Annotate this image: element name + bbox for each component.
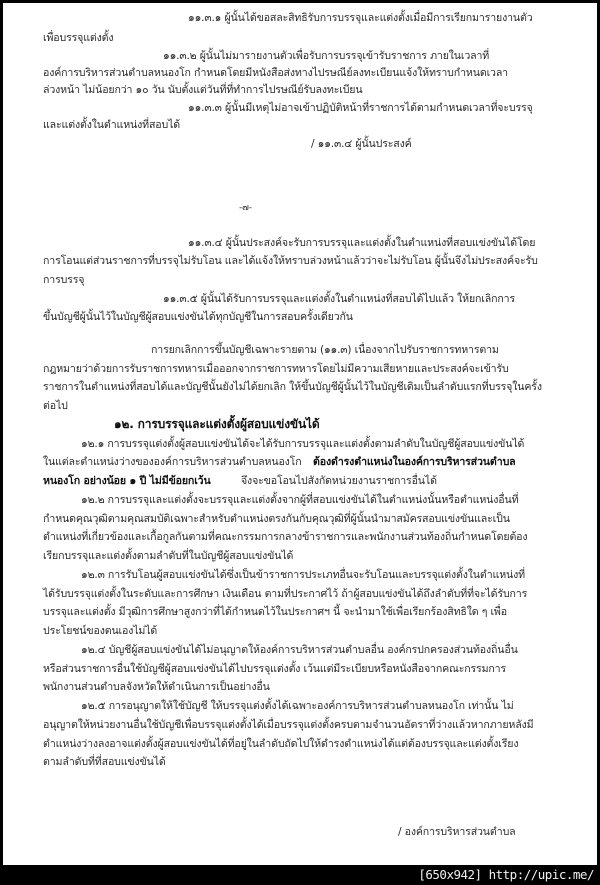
text-line: ได้รับบรรจุแต่งตั้งในระดับและการศึกษา เงินเดือน ตามที่ประกาศไว้ ถ้าผู้สอบแข่งขันได้ถึงลำดับที่ที่จะได้รับการ — [43, 588, 528, 600]
text-line: ราชการในตำแหน่งที่สอบได้และบัญชีนั้นยังไม่ได้ยกเลิก ให้ขึ้นบัญชีผู้นั้นไว้ในบัญชีเดิมเป็นลำดับแรกที่บรรจุในครั้ง — [43, 381, 542, 393]
text-line: องค์การบริหารส่วนตำบลหนองโก กำหนดโดยมีหนังสือส่งทางไปรษณีย์ลงทะเบียนแจ้งให้ทราบกำหนดเวลา — [43, 67, 508, 79]
clause-11-3-3: ๑๑.๓.๓ ผู้นั้นมีเหตุไม่อาจเข้าปฏิบัติหน้าที่ราชการได้ตามกำหนดเวลาที่จะบรรจุ — [188, 102, 533, 114]
clause-11-3-1: ๑๑.๓.๑ ผู้นั้นได้ขอสละสิทธิรับการบรรจุและแต่งตั้งเมื่อมีการเรียกมารายงานตัว — [188, 12, 533, 24]
clause-11-3-5: ๑๑.๓.๕ ผู้นั้นได้รับการบรรจุและแต่งตั้งในตำแหน่งที่สอบได้ไปแล้ว ให้ยกเลิกการ — [163, 293, 515, 305]
bold-requirement: ต้องดำรงตำแหน่งในองค์การบริหารส่วนตำบล — [313, 456, 516, 468]
bold-requirement: หนองโก อย่างน้อย ๑ ปี ไม่มีข้อยกเว้น — [43, 475, 211, 487]
text-line: ในแต่ละตำแหน่งว่างขององค์การบริหารส่วนตำบลหนองโก — [43, 456, 302, 468]
text-line: การโอนแต่ส่วนราชการที่บรรจุไม่รับโอน และได้แจ้งให้ทราบล่วงหน้าแล้วว่าจะไม่รับโอน ผู้นั้นจึงไม่ประสงค์จะรับ — [43, 255, 538, 267]
continuation-marker: / ๑๑.๓.๔ ผู้นั้นประสงค์ — [311, 138, 412, 150]
continuation-marker: / องค์การบริหารส่วนตำบล — [398, 826, 516, 838]
clause-11-3-4: ๑๑.๓.๔ ผู้นั้นประสงค์จะรับการบรรจุและแต่งตั้งในตำแหน่งที่สอบแข่งขันได้โดย — [188, 237, 536, 249]
text-line: ขึ้นบัญชีผู้นั้นไว้ในบัญชีผู้สอบแข่งขันได้ทุกบัญชีในการสอบครั้งเดียวกัน — [43, 311, 353, 323]
page-number: -๗- — [239, 203, 252, 213]
text-line: การบรรจุ — [43, 274, 85, 286]
clause-12-1: ๑๒.๑ การบรรจุแต่งตั้งผู้สอบแข่งขันได้จะได้รับการบรรจุและแต่งตั้งตามลำดับในบัญชีผู้สอบแข่งขันได้ — [81, 438, 525, 450]
clause-12-3: ๑๒.๓ การรับโอนผู้สอบแข่งขันได้ซึ่งเป็นข้าราชการประเภทอื่นจะรับโอนและบรรจุแต่งตั้งในตำแหน่งที่ — [81, 569, 525, 581]
text-line: และแต่งตั้งในตำแหน่งที่สอบได้ — [43, 119, 181, 131]
clause-12-2: ๑๒.๒ การบรรจุและแต่งตั้งจะบรรจุและแต่งตั้งจากผู้ที่สอบแข่งขันได้ในตำแหน่งนั้นหรือตำแหน่งอื่นที่ — [81, 494, 519, 506]
text-line: จึงจะขอโอนไปสังกัดหน่วยงานราชการอื่นได้ — [241, 475, 437, 487]
clause-12-4: ๑๒.๔ บัญชีผู้สอบแข่งขันได้ไม่อนุญาตให้องค์การบริหารส่วนตำบลอื่น องค์กรปกครองส่วนท้องถิ่นอื่น — [81, 644, 518, 656]
text-line: ประโยชน์ของตนเองไม่ได้ — [43, 625, 158, 637]
watermark-link[interactable]: [650x942] http://upic.me/ — [418, 867, 594, 882]
text-line: ตำแหน่งว่างลงอาจแต่งตั้งผู้สอบแข่งขันได้ที่อยู่ในลำดับถัดไปให้ดำรงตำแหน่งได้แต่ต้องบรรจุและแต่งตั้งเรียง — [43, 738, 519, 750]
text-line: ตำแหน่งที่เกี่ยวข้องและเกื้อกูลกันตามที่คณะกรรมการกลางข้าราชการและพนักงานส่วนท้องถิ่นกำหนดโดยต้อง — [43, 531, 528, 543]
text-line: พนักงานส่วนตำบลจังหวัดให้ดำเนินการเป็นอย่างอื่น — [43, 681, 270, 693]
text-line: เรียกบรรจุและแต่งตั้งตามลำดับที่ในบัญชีผู้สอบแข่งขันได้ — [43, 550, 294, 562]
text-line: กำหนดคุณวุฒิตามคุณสมบัติเฉพาะสำหรับตำแหน่งตรงกันกับคุณวุฒิที่ผู้นั้นนำมาสมัครสอบแข่งขันและเป็น — [43, 513, 510, 525]
clause-11-3-2: ๑๑.๓.๒ ผู้นั้นไม่มารายงานตัวเพื่อรับการบรรจุเข้ารับราชการ ภายในเวลาที่ — [163, 50, 490, 62]
text-line: ล่วงหน้า ไม่น้อยกว่า ๑๐ วัน นับตั้งแต่วันที่ที่ทำการไปรษณีย์รับลงทะเบียน — [43, 84, 363, 96]
cancellation-paragraph: การยกเลิกการขึ้นบัญชีเฉพาะรายตาม (๑๑.๓) เนื่องจากไปรับราชการทหารตาม — [151, 344, 499, 356]
text-line: ต่อไป — [43, 400, 68, 412]
clause-12-5: ๑๒.๕ การอนุญาตให้ใช้บัญชี ให้บรรจุแต่งตั้งได้เฉพาะองค์การบริหารส่วนตำบลหนองโก เท่านั้น ไม่ — [81, 700, 514, 712]
text-line: อนุญาตให้หน่วยงานอื่นใช้บัญชีเพื่อบรรจุแต่งตั้งได้เมื่อบรรจุแต่งตั้งครบตามจำนวนอัตราที่ว่างแล้วหากภายหลังมี — [43, 719, 534, 731]
text-line: หรือส่วนราชการอื่นใช้บัญชีผู้สอบแข่งขันได้ไปบรรจุแต่งตั้ง เว้นแต่มีระเบียบหรือหนังสือจากคณะกรรมการ — [43, 663, 507, 675]
text-line: กฎหมายว่าด้วยการรับราชการทหารเมื่อออกจากราชการทหารโดยไม่มีความเสียหายและประสงค์จะเข้ารับ — [43, 363, 509, 375]
footer-bar — [0, 865, 600, 885]
document-page — [3, 3, 597, 865]
text-line: บรรจุและแต่งตั้ง มีวุฒิการศึกษาสูงกว่าที่ได้กำหนดไว้ในประกาศฯ นี้ จะนำมาใช้เพื่อเรียกร้องสิทธิใด ๆ เพื่อ — [43, 606, 507, 618]
section-heading-12: ๑๒. การบรรจุและแต่งตั้งผู้สอบแข่งขันได้ — [114, 417, 320, 431]
text-line: ตามลำดับที่ที่สอบแข่งขันได้ — [43, 756, 166, 768]
text-line: เพื่อบรรจุแต่งตั้ง — [43, 32, 114, 44]
